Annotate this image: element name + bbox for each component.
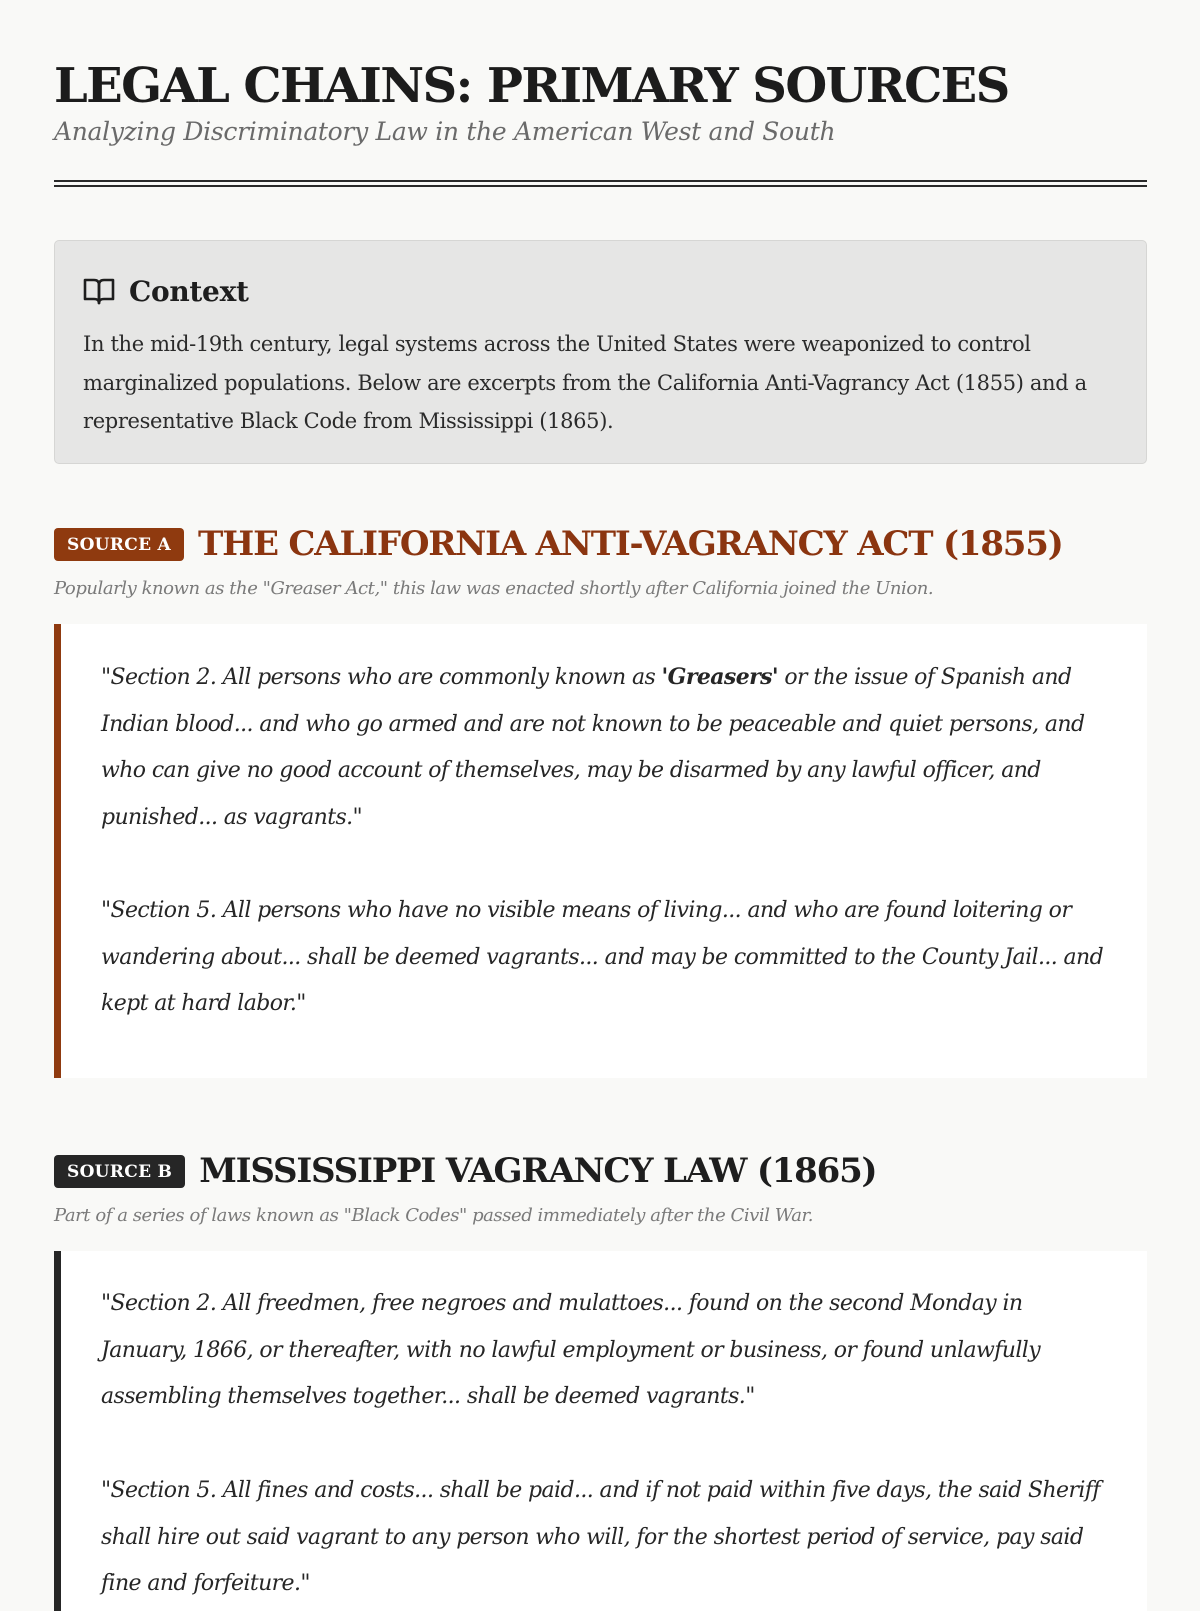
- page-title: LEGAL CHAINS: PRIMARY SOURCES: [54, 58, 1009, 114]
- quoted-term: 'Greasers': [661, 664, 779, 690]
- context-title: Context: [129, 274, 249, 308]
- source-b-quote-section-5: "Section 5. All fines and costs... shall be paid... and if not paid within five days, the said Sheriff shall hire out said vagrant to any person who will, for the shortest period of service, pay said fine and forfeiture.": [101, 1478, 1100, 1596]
- source-a-quote-section-2: [101, 654, 1111, 841]
- source-b-quote-section-2: "Section 2. All freedmen, free negroes and mulattoes... found on the second Monday in January, 1866, or thereafter, with no lawful employment or business, or found unlawfully assembling themselves together... shall be deemed vagrants.": [101, 1291, 1041, 1409]
- source-a-note: Popularly known as the "Greaser Act," this law was enacted shortly after California joined the Union.: [54, 578, 934, 599]
- source-b-excerpt-box: [54, 1251, 1147, 1611]
- page-subtitle: Analyzing Discriminatory Law in the American West and South: [54, 117, 836, 146]
- source-b-header: [54, 1149, 876, 1193]
- open-book-icon: [83, 277, 115, 305]
- context-header: [83, 274, 249, 308]
- header-divider-bottom: [54, 185, 1147, 187]
- source-b-title: MISSISSIPPI VAGRANCY LAW (1865): [199, 1151, 877, 1191]
- source-a-title: THE CALIFORNIA ANTI-VAGRANCY ACT (1855): [198, 524, 1063, 564]
- source-a-header: [54, 522, 1063, 566]
- source-b-badge: SOURCE B: [54, 1155, 185, 1188]
- header-divider-top: [54, 180, 1147, 182]
- source-a-quote-section-5: "Section 5. All persons who have no visible means of living... and who are found loitering or wandering about... shall be deemed vagrants... and may be committed to the County Jail... and kept at hard labor.": [101, 898, 1104, 1016]
- quote-text: or the issue of Spanish and Indian blood... and who go armed and are not known to be peaceable and quiet persons, and who can give no good account of themselves, may be disarmed by any lawful officer, and punished... as vagrants.": [101, 665, 1085, 830]
- source-a-excerpt-box: [54, 624, 1147, 1078]
- source-a-badge: SOURCE A: [54, 528, 184, 561]
- quote-text: "Section 2. All persons who are commonly known as: [101, 665, 662, 690]
- source-b-note: Part of a series of laws known as "Black Codes" passed immediately after the Civil War.: [54, 1205, 814, 1226]
- context-text: In the mid-19th century, legal systems across the United States were weaponized to control marginalized populations. Below are excerpts from the California Anti-Vagrancy Act (1855) and a representative Black Code from Mississippi (1865).: [83, 332, 1087, 433]
- context-panel: [54, 240, 1147, 464]
